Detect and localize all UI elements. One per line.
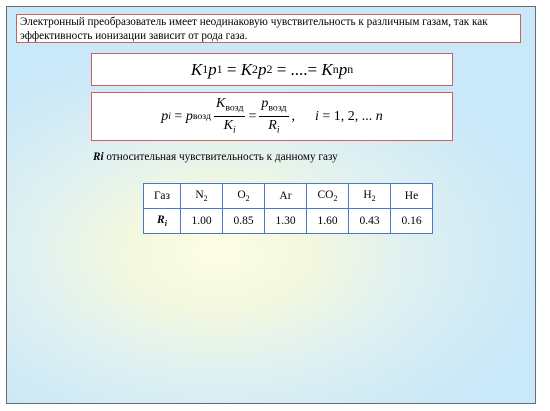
f2-p-num-sub: возд <box>268 102 287 113</box>
f2-range: = 1, 2, ... <box>322 108 373 124</box>
value-cell-co2: 1.60 <box>307 209 349 234</box>
header-cell-ar: Ar <box>265 184 307 209</box>
value-cell-n2: 1.00 <box>181 209 223 234</box>
intro-text-box <box>16 14 521 43</box>
f1-eq2: = <box>276 59 287 79</box>
value-cell-ar: 1.30 <box>265 209 307 234</box>
f2-comma: , <box>291 108 295 124</box>
value-cell-he: 0.16 <box>391 209 433 234</box>
intro-text: Электронный преобразователь имеет неодинаковую чувствительность к различным газам, так как эффективность ионизации зависит от рода газа. <box>20 16 488 42</box>
gas-sensitivity-table <box>143 183 433 234</box>
value-cell-h2: 0.43 <box>349 209 391 234</box>
f2-k-num-sub: возд <box>225 102 244 113</box>
f2-p: p <box>185 108 193 124</box>
f2-fraction-k <box>214 95 245 139</box>
f2-k-num: K <box>215 95 226 111</box>
f1-kn-sub: n <box>332 62 339 76</box>
f1-k1: K <box>190 59 203 79</box>
ri-definition <box>93 151 338 163</box>
f2-p-sub: возд <box>192 111 211 122</box>
f2-lhs: p <box>161 108 169 124</box>
table-value-row <box>144 209 433 234</box>
formula-relative-pressure <box>91 92 453 141</box>
f1-pn: p <box>338 59 348 79</box>
header-cell-he: He <box>391 184 433 209</box>
f1-eq3: = <box>307 59 318 79</box>
f1-p2: p <box>258 59 267 79</box>
formula-equal-pressure <box>91 53 453 86</box>
f1-pn-sub: n <box>347 62 354 76</box>
f1-p2-sub: 2 <box>266 62 273 76</box>
ri-text: относительная чувствительность к данному газу <box>103 151 338 163</box>
row-ri-label: $R_i$ <box>144 209 181 234</box>
f1-k2-sub: 2 <box>252 62 258 76</box>
f2-p-num: p <box>261 95 269 111</box>
f1-kn: K <box>321 59 333 79</box>
header-cell-o2: $O_2$ <box>223 184 265 209</box>
f1-p1-sub: 1 <box>216 62 223 76</box>
f2-eq1: = <box>174 108 183 124</box>
f2-r-den: R <box>268 118 277 133</box>
header-cell-n2: $N_2$ <box>181 184 223 209</box>
f2-eq2: = <box>248 108 257 124</box>
header-cell-co2: $CO_2$ <box>307 184 349 209</box>
f2-i: i <box>315 108 319 124</box>
f1-p1: p <box>208 59 217 79</box>
ri-label: Ri <box>93 151 104 163</box>
slide <box>6 6 536 404</box>
f2-k-den-sub: i <box>233 124 236 136</box>
f2-k-den: K <box>223 118 234 133</box>
f2-lhs-sub: i <box>168 111 171 122</box>
f1-k2: K <box>240 59 253 79</box>
header-cell-h2: $H_2$ <box>349 184 391 209</box>
table-header-row <box>144 184 433 209</box>
f1-k1-sub: 1 <box>202 62 209 76</box>
f2-fraction-r <box>259 95 288 139</box>
header-gas-label: Газ <box>144 184 181 209</box>
f1-eq1: = <box>226 59 237 79</box>
value-cell-o2: 0.85 <box>223 209 265 234</box>
f2-n: n <box>375 108 383 124</box>
f1-ellipsis: .... <box>290 59 308 79</box>
f2-r-den-sub: i <box>276 124 280 136</box>
